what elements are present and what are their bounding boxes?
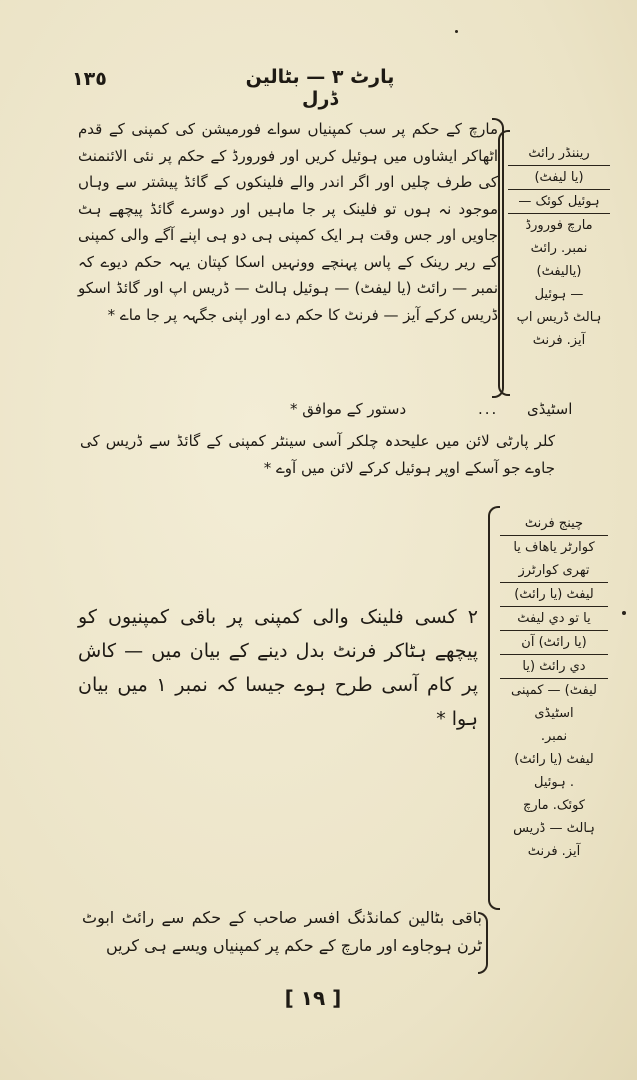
sidenote-line: نمبر.: [540, 729, 568, 744]
paragraph-right-about: باقی بٹالین کمانڈنگ افسر صاحب کے حکم سے رائٹ ابوٹ ٹرن ہوجاوے اور مارچ کے حکم پر کمپنیاں ویسے ہی کریں: [82, 908, 482, 955]
sidenote-line: لیفٹ) — کمپنی: [511, 683, 597, 698]
sidenote-line: ریننڈر رائٹ: [508, 142, 610, 166]
sidenote-bracket-2: [488, 506, 500, 910]
paragraph-march-order: مارچ کے حکم پر سب کمپنیاں سواے فورمیشن کی کمپنی کے قدم اٹھاکر ایشاوں میں ہوئیل کریں اور فورورڈ کے حکم پر نئی الائنمنٹ کی طرف چلیں اور اگر اندر والے فلینکوں کے گائڈ پیشتر سے وہاں موجود نہ ہوں تو فلینک پر جا ماہیں اور دوسرے گائڈ پیچھے ہٹ جاویں اور جس وقت ہر ایک کمپنی ہی دو ہی اپنے آگے والی کمپنی کے ریر رینک کے پاس پہنچے وونہیں اسکا کپتان یہہ حکم دیوے کہ نمبر — رائٹ (یا لیفٹ) — ہوئیل ہالٹ — ڈریس اپ اور گائڈ اسکو ڈریس کرکے آیز — فرنٹ کا حکم دے اور اپنی جگہہ پر جا ماے *: [78, 120, 498, 324]
margin-dot: [622, 611, 626, 615]
sidenote-line: ہالٹ — ڈریس: [513, 821, 595, 836]
sidenote-line: ہوئیل کوئک —: [508, 190, 610, 214]
page-header: پارٹ ٣ — بٹالین ڈرل: [245, 66, 395, 110]
top-dot: [455, 30, 458, 33]
paragraph-section-2: ٢ کسی فلینک والی کمپنی پر باقی کمپنیوں کو پیچھے ہٹاکر فرنٹ بدل دینے کے بیان میں — کاش پر کام آسی طرح ہوے جیسا کہ نمبر ١ میں بیان ہوا *: [78, 606, 478, 730]
sidenote-line: کوئک. مارچ: [522, 798, 586, 813]
sidenote-line: (یالیفٹ): [536, 264, 582, 279]
sidenote-line: یا تو دي لیفٹ: [500, 607, 608, 631]
sidenote-line: (یا رائٹ) آن: [500, 631, 608, 655]
sidenote-line: (یا لیفٹ): [508, 166, 610, 190]
sidenote-line: ہالٹ ڈریس اپ: [516, 310, 602, 325]
footer-page-marker: [ ١٩ ]: [284, 986, 342, 1010]
sidenote-line: آیز. فرنٹ: [527, 844, 581, 859]
sidenote-commands-1: [508, 142, 610, 352]
steady-label: اسٹیڈی: [527, 400, 573, 418]
sidenote-line: لیفٹ (یا رائٹ): [500, 583, 608, 607]
sidenote-line: . ہوئیل: [534, 775, 574, 790]
paragraph-colour-party: کلر پارٹی لائن میں علیحدہ چلکر آسی سینٹر کمپنی کے گائڈ سے ڈریس کی جاوے جو آسکے اوپر ہوئیل کرکے لائن میں آوے *: [80, 432, 555, 477]
sidenote-line: آیز. فرنٹ: [532, 333, 586, 348]
steady-text: دستور کے موافق *: [290, 400, 407, 418]
sidenote-line: مارچ فورورڈ: [525, 218, 593, 233]
sidenote-line: اسٹیڈی: [534, 706, 574, 721]
sidenote-line: کوارٹر یاهاف یا: [513, 540, 595, 555]
sidenote-line: تھری کوارٹرز: [500, 559, 608, 583]
sidenote-line: لیفٹ (یا رائٹ): [514, 752, 594, 767]
sidenote-line: چینج فرنٹ: [500, 512, 608, 536]
sidenote-line: — ہوئیل: [534, 287, 584, 302]
page-number: ١٣٥: [72, 68, 107, 90]
leader-dots: ...: [478, 400, 499, 418]
sidenote-line: نمبر. رائٹ: [530, 241, 588, 256]
sidenote-line: دي رائٹ (یا: [500, 655, 608, 679]
sidenote-commands-2: [500, 512, 608, 863]
